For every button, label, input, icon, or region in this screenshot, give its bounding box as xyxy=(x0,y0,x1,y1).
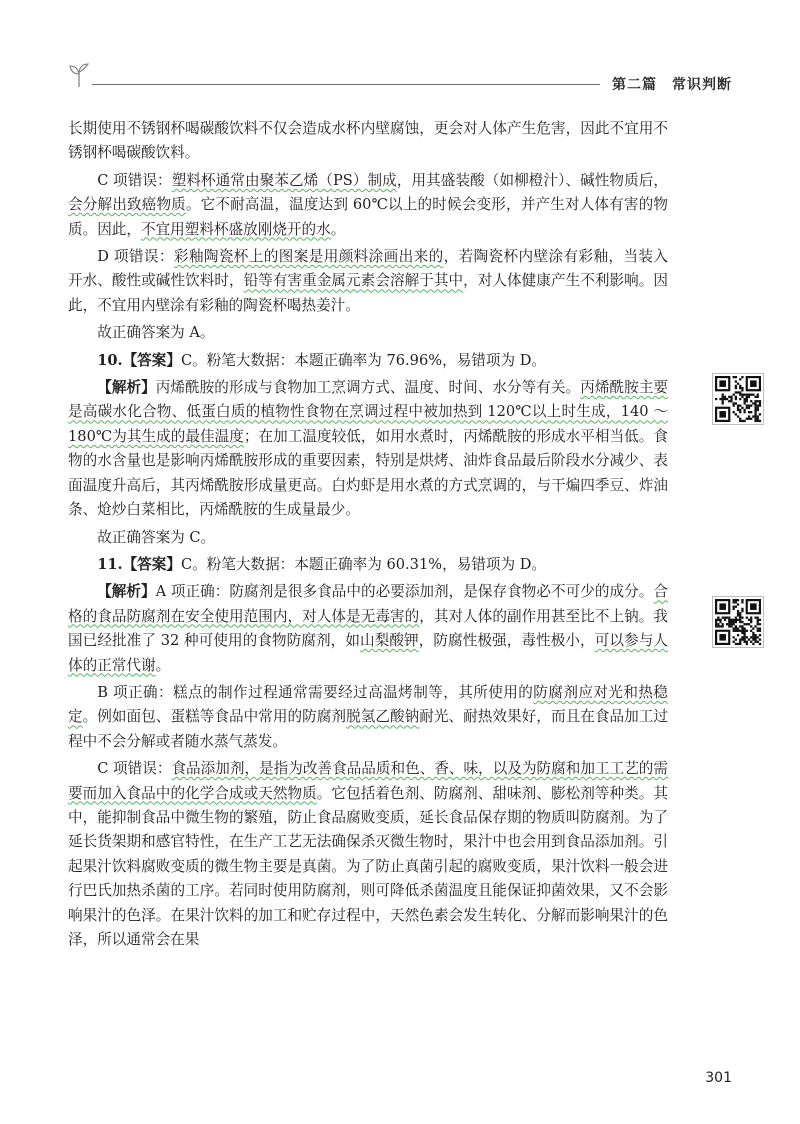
paragraph xyxy=(68,117,668,166)
text-run: 。它包括着色剂、防腐剂、甜味剂、膨松剂等种类。其中，能抑制食品中微生物的繁殖，防止食品腐败变质，延长食品保存期的物质叫防腐剂。为了延长货架期和感官特性，在生产工艺无法确保杀灭微生物时，果汁中也会用到食品添加剂。引起果汁饮料腐败变质的微生物主要是真菌。为了防止真菌引起的腐败变质，果汁饮料一般会进行巴氏加热杀菌的工序。若同时使用防腐剂，则可降低杀菌温度且能保证抑菌效果，又不会影响果汁的色泽。在果汁饮料的加工和贮存过程中，天然色素会发生转化、分解而影响果汁的色泽，所以通常会在果 xyxy=(68,784,668,948)
text-run: C 项错误： xyxy=(97,760,172,778)
text-run: D 项错误： xyxy=(97,248,174,266)
underlined-text: 彩釉陶瓷杯上的图案是用颜料涂画出来的 xyxy=(173,248,444,266)
underlined-text: 丙烯酰胺主要是高碳水化合物、低蛋白质的植物性食物在烹调过程中被加热到 120℃以上时生成，140 ～ 180℃为其生成的最佳温度 xyxy=(68,379,668,445)
text-run: 故正确答案为 A。 xyxy=(97,324,215,342)
text-run: 丙烯酰胺的形成与食物加工烹调方式、温度、时间、水分等有关。 xyxy=(155,379,581,397)
page-number: 301 xyxy=(705,1070,732,1086)
paragraph xyxy=(68,553,668,577)
text-run: ，若陶瓷杯内壁涂有彩釉，当装入开水、酸性或碱性饮料时， xyxy=(68,248,668,290)
text-run: 故正确答案为 C。 xyxy=(97,528,216,546)
text-run: 长期使用不锈钢杯喝碳酸饮料不仅会造成水杯内壁腐蚀，更会对人体产生危害，因此不宜用不锈钢杯喝碳酸饮料。 xyxy=(68,120,668,162)
text-run: 。 xyxy=(330,220,346,238)
text-run: C。粉笔大数据：本题正确率为 76.96%，易错项为 D。 xyxy=(180,351,547,369)
paragraph xyxy=(68,580,668,678)
sprout-icon xyxy=(68,62,90,88)
paragraph xyxy=(68,321,668,345)
header-rule xyxy=(92,84,600,85)
paragraph xyxy=(68,526,668,550)
underlined-text: 脱氢乙酸钠 xyxy=(346,708,420,726)
text-run: 耐光、耐热效果好，而且在食品加工过程中不会分解或者随水蒸气蒸发。 xyxy=(68,708,668,750)
text-run: ，对人体健康产生不利影响。因此，不宜用内壁涂有彩釉的陶瓷杯喝热姜汁。 xyxy=(68,272,668,314)
section-title: 第二篇 常识判断 xyxy=(612,77,732,93)
underlined-text: 塑料杯通常由聚苯乙烯（PS）制成 xyxy=(171,171,397,189)
text-run: B 项正确：糕点的制作过程通常需要经过高温烤制等，其所使用的 xyxy=(97,683,534,701)
qr-code-q10[interactable] xyxy=(712,373,764,425)
text-run: ，用其盛装酸（如柳橙汁）、碱性物质后， xyxy=(396,171,668,189)
text-run: 。它不耐高温，温度达到 60℃以上的时候会变形，并产生对人体有害的物质。因此， xyxy=(68,196,668,238)
underlined-text: 合格的食品防腐剂在安全使用范围内，对人体是无毒害的 xyxy=(68,583,668,625)
text-run: 。例如面包、蛋糕等食品中常用的防腐剂 xyxy=(82,708,347,726)
underlined-text: 不宜用塑料杯盛放刚烧开的水 xyxy=(140,220,331,238)
text-run: ，其对人体的副作用甚至比不上钠。我国已经批准了 32 种可使用的食物防腐剂，如 xyxy=(68,607,668,650)
bold-label: 【解析】 xyxy=(97,583,156,601)
bold-label: 11.【答案】 xyxy=(97,555,181,573)
paragraph xyxy=(68,757,668,952)
underlined-text: 防腐剂应对光和热稳定 xyxy=(68,683,668,726)
underlined-text: 铅等有害重金属元素会溶解于其中 xyxy=(243,272,464,290)
text-run: 。 xyxy=(155,656,171,674)
page-header xyxy=(68,60,732,100)
paragraph xyxy=(68,349,668,373)
page-body xyxy=(68,117,668,955)
paragraph xyxy=(68,376,668,522)
paragraph xyxy=(68,245,668,318)
bold-label: 10.【答案】 xyxy=(97,351,181,369)
underlined-text: 山梨酸钾 xyxy=(360,632,419,650)
underlined-text: 可以参与人体的正常代谢 xyxy=(68,632,668,674)
underlined-text: 食品添加剂，是指为改善食品品质和色、香、味，以及为防腐和加工工艺的需要而加入食品中的化学合成或天然物质 xyxy=(68,760,668,802)
bold-label: 【解析】 xyxy=(97,379,156,397)
text-run: C 项错误： xyxy=(97,171,172,189)
text-run: C。粉笔大数据：本题正确率为 60.31%，易错项为 D。 xyxy=(180,555,547,573)
text-run: A 项正确：防腐剂是很多食品中的必要添加剂，是保存食物必不可少的成分。 xyxy=(155,583,654,601)
text-run: ，防腐性极强，毒性极小， xyxy=(418,632,595,650)
paragraph xyxy=(68,169,668,242)
text-run: ；在加工温度较低，如用水煮时，丙烯酰胺的形成水平相当低。食物的水含量也是影响丙烯酰胺形成的重要因素，特别是烘烤、油炸食品最后阶段水分减少、表面温度升高后，其丙烯酰胺形成量更高。白灼虾是用水煮的方式烹调的，与干煸四季豆、炸油条、炝炒白菜相比，丙烯酰胺的生成量最少。 xyxy=(68,427,668,519)
underlined-text: 会分解出致癌物质 xyxy=(68,196,186,214)
qr-code-q11[interactable] xyxy=(712,596,764,648)
paragraph xyxy=(68,681,668,754)
